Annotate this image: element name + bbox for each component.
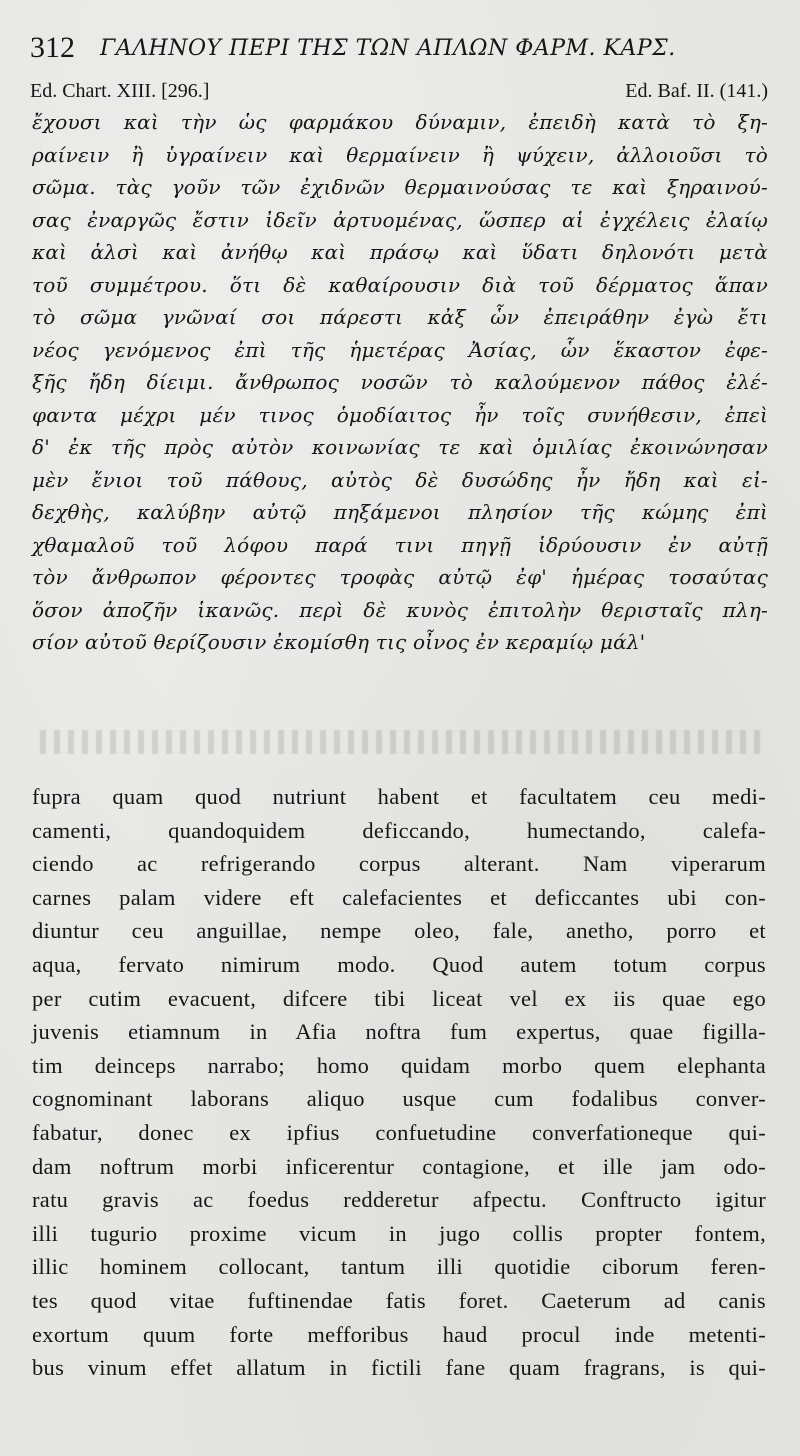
edition-chartier-reference: Ed. Chart. XIII. [296.]	[30, 80, 210, 102]
greek-text-line: σας ἐναργῶς ἔστιν ἰδεῖν ἀρτυομένας, ὥσπερ αἱ ἐγχέλεις ἐλαίῳ	[32, 207, 768, 232]
running-head	[30, 30, 770, 66]
latin-text-line: ratu gravis ac foedus redderetur afpectu. Conftructo igitur	[32, 1187, 766, 1213]
greek-text-line: δεχθὴς, καλύβην αὐτῷ πηξάμενοι πλησίον τῆς κώμης ἐπὶ	[32, 500, 768, 524]
greek-text-line: δ' ἐκ τῆς πρὸς αὐτὸν κοινωνίας τε καὶ ὁμιλίας ἐκοινώνησαν	[32, 435, 768, 459]
greek-text-line: φαντα μέχρι μέν τινος ὁμοδίαιτος ἦν τοῖς συνήθεσιν, ἐπεὶ	[32, 402, 768, 427]
latin-text-line: bus vinum effet allatum in fictili fane quam fragrans, is qui-	[32, 1355, 766, 1381]
latin-text-line: aqua, fervato nimirum modo. Quod autem totum corpus	[32, 951, 766, 977]
running-title: ΓΑΛΗΝΟΥ ΠΕΡΙ ΤΗΣ ΤΩΝ ΑΠΛΩΝ ΦΑΡΜ. ΚΑΡΣ.	[100, 36, 676, 61]
greek-text-line: ἔχουσι καὶ τὴν ὡς φαρμάκου δύναμιν, ἐπειδὴ κατὰ τὸ ξη-	[32, 110, 768, 134]
latin-text-line: exortum quum forte mefforibus haud procul inde metenti-	[32, 1321, 766, 1347]
latin-text-line: carnes palam videre eft calefacientes et deficcantes ubi con-	[32, 884, 766, 910]
latin-text-line: cognominant laborans aliquo usque cum fodalibus conver-	[32, 1086, 766, 1112]
latin-text-line: illi tugurio proxime vicum in jugo collis propter fontem,	[32, 1220, 766, 1246]
latin-text-line: tes quod vitae fuftinendae fatis foret. Caeterum ad canis	[32, 1287, 766, 1313]
greek-text-line: σῶμα. τὰς γοῦν τῶν ἐχιδνῶν θερμαινούσας τε καὶ ξηραινού-	[32, 175, 768, 199]
edition-basel-reference: Ed. Baf. II. (141.)	[625, 80, 768, 102]
latin-text-line: illic hominem collocant, tantum illi quotidie ciborum feren-	[32, 1254, 766, 1280]
latin-text-line: juvenis etiamnum in Afia noftra fum expertus, quae figilla-	[32, 1019, 766, 1045]
greek-text-line: καὶ ἁλσὶ καὶ ἀνήθῳ καὶ πράσῳ καὶ ὕδατι δηλονότι μετὰ	[32, 240, 768, 264]
show-through-text	[40, 730, 760, 754]
edition-references	[30, 78, 768, 104]
greek-text-line: τὸν ἄνθρωπον φέροντες τροφὰς αὐτῷ ἐφ' ἡμέρας τοσαύτας	[32, 565, 768, 589]
latin-text-line: ciendo ac refrigerando corpus alterant. Nam viperarum	[32, 851, 766, 877]
latin-text-line: fabatur, donec ex ipfius confuetudine converfationeque qui-	[32, 1119, 766, 1145]
latin-text-line: camenti, quandoquidem deficcando, humectando, calefa-	[32, 817, 766, 843]
latin-text-line: diuntur ceu anguillae, nempe oleo, fale, anetho, porro et	[32, 918, 766, 944]
latin-text-block	[32, 780, 766, 1385]
greek-text-line: ὅσον ἀποζῆν ἱκανῶς. περὶ δὲ κυνὸς ἐπιτολὴν θερισταῖς πλη-	[32, 597, 768, 622]
greek-text-line: τοῦ συμμέτρου. ὅτι δὲ καθαίρουσιν διὰ τοῦ δέρματος ἅπαν	[32, 272, 768, 297]
latin-text-line: per cutim evacuent, difcere tibi liceat vel ex iis quae ego	[32, 985, 766, 1011]
latin-text-line: dam noftrum morbi inficerentur contagione, et ille jam odo-	[32, 1153, 766, 1179]
page-number: 312	[30, 31, 75, 64]
greek-text-line: σίον αὐτοῦ θερίζουσιν ἐκομίσθη τις οἶνος ἐν κεραμίῳ μάλ'	[32, 630, 646, 654]
latin-text-line: fupra quam quod nutriunt habent et facultatem ceu medi-	[32, 784, 766, 809]
greek-text-block	[32, 106, 768, 659]
greek-text-line: μὲν ἔνιοι τοῦ πάθους, αὐτὸς δὲ δυσώδης ἦν ἤδη καὶ εἰ-	[32, 467, 768, 492]
greek-text-line: τὸ σῶμα γνῶναί σοι πάρεστι κἀξ ὧν ἐπειράθην ἐγὼ ἔτι	[32, 305, 768, 329]
greek-text-line: ξῆς ἤδη δίειμι. ἄνθρωπος νοσῶν τὸ καλούμενον πάθος ἐλέ-	[32, 370, 768, 394]
greek-text-line: χθαμαλοῦ τοῦ λόφου παρά τινι πηγῇ ἱδρύουσιν ἐν αὐτῇ	[32, 532, 768, 557]
greek-text-line: νέος γενόμενος ἐπὶ τῆς ἡμετέρας Ἀσίας, ὧν ἕκαστον ἐφε-	[32, 337, 768, 362]
greek-text-line: ραίνειν ἢ ὑγραίνειν καὶ θερμαίνειν ἢ ψύχειν, ἀλλοιοῦσι τὸ	[32, 142, 768, 167]
latin-text-line: tim deinceps narrabo; homo quidam morbo quem elephanta	[32, 1052, 766, 1078]
